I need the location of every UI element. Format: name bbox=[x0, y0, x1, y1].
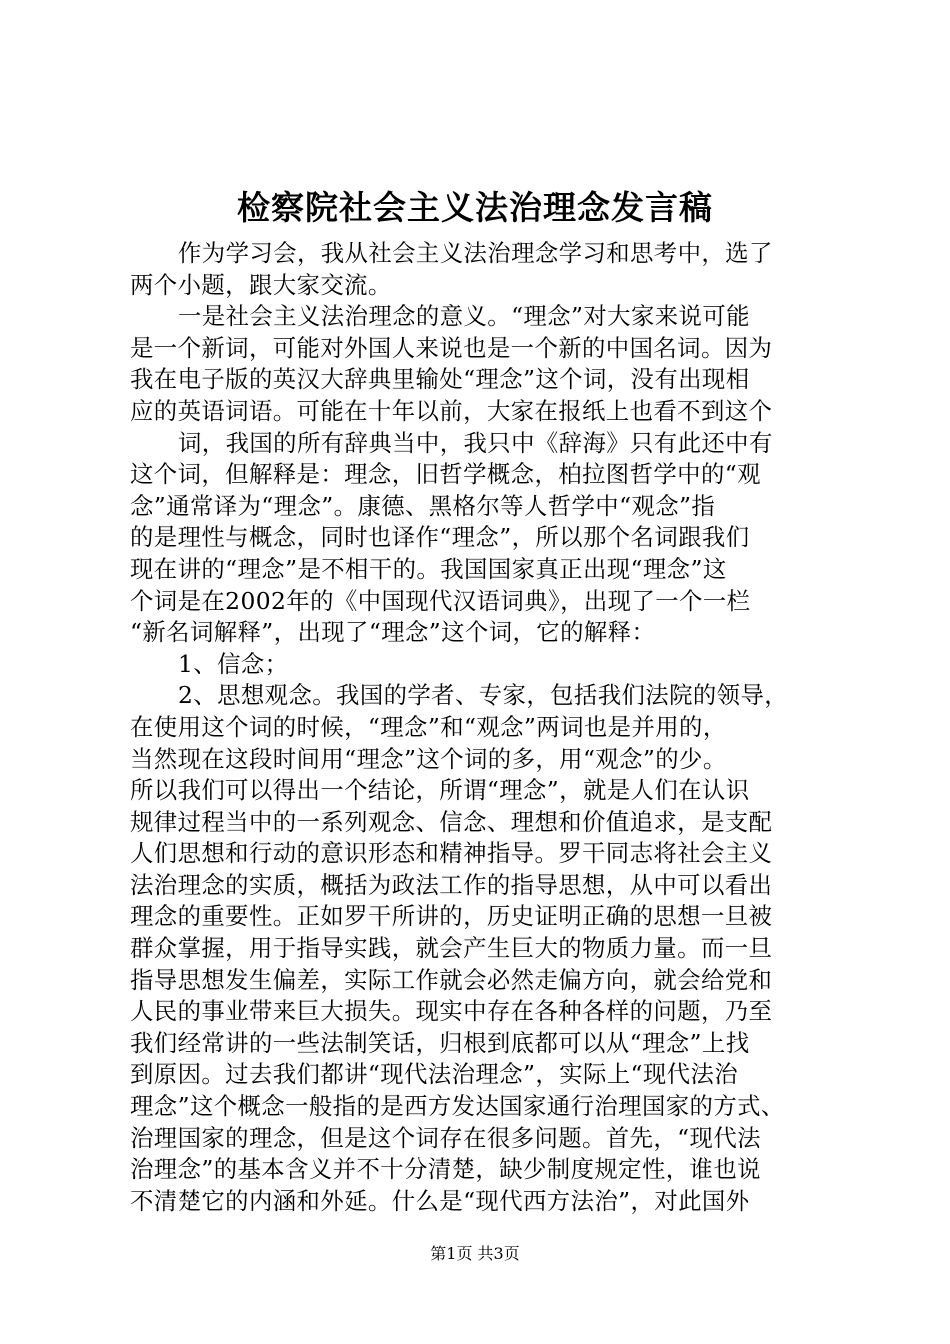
text-line: 是一个新词，可能对外国人来说也是一个新的中国名词。因为 bbox=[130, 333, 773, 362]
text-line: 不清楚它的内涵和外延。什么是“现代西方法治”，对此国外 bbox=[130, 1186, 750, 1215]
text-line: 人们思想和行动的意识形态和精神指导。罗干同志将社会主义 bbox=[130, 839, 773, 868]
text-line: 人民的事业带来巨大损失。现实中存在各种各样的问题，乃至 bbox=[130, 997, 773, 1026]
text-line: 规律过程当中的一系列观念、信念、理想和价值追求，是支配 bbox=[130, 807, 773, 836]
text-line: 到原因。过去我们都讲“现代法治理念”，实际上“现代法治 bbox=[130, 1060, 739, 1089]
text-line: 所以我们可以得出一个结论，所谓“理念”，就是人们在认识 bbox=[130, 776, 750, 805]
document-body bbox=[130, 238, 830, 1217]
text-line: 作为学习会，我从社会主义法治理念学习和思考中，选了 bbox=[178, 239, 773, 267]
text-line: 的是理性与概念，同时也译作“理念”，所以那个名词跟我们 bbox=[130, 523, 750, 552]
text-line: 现在讲的“理念”是不相干的。我国国家真正出现“理念”这 bbox=[130, 554, 727, 583]
text-line: 法治理念的实质，概括为政法工作的指导思想，从中可以看出 bbox=[130, 870, 773, 899]
text-line: 在使用这个词的时候，“理念”和“观念”两词也是并用的， bbox=[130, 712, 727, 741]
document-title: 检察院社会主义法治理念发言稿 bbox=[237, 188, 713, 227]
text-line: 我在电子版的英汉大辞典里输处“理念”这个词，没有出现相 bbox=[130, 365, 750, 394]
text-line: 群众掌握，用于指导实践，就会产生巨大的物质力量。而一旦 bbox=[130, 934, 773, 963]
text-line: 个词是在2002年的《中国现代汉语词典》，出现了一个一栏 bbox=[130, 586, 751, 615]
text-line: 当然现在这段时间用“理念”这个词的多，用“观念”的少。 bbox=[130, 744, 727, 773]
text-line: 一是社会主义法治理念的意义。“理念”对大家来说可能 bbox=[178, 302, 750, 331]
text-line: 理念”这个概念一般指的是西方发达国家通行治理国家的方式、 bbox=[130, 1092, 785, 1121]
text-line: 应的英语词语。可能在十年以前，大家在报纸上也看不到这个 bbox=[130, 396, 773, 425]
text-line: 1、信念； bbox=[178, 649, 289, 678]
text-line: 词，我国的所有辞典当中，我只中《辞海》只有此还中有 bbox=[178, 428, 773, 457]
text-line: 2、思想观念。我国的学者、专家，包括我们法院的领导， bbox=[178, 681, 789, 710]
text-line: 指导思想发生偏差，实际工作就会必然走偏方向，就会给党和 bbox=[130, 965, 773, 994]
text-line: “新名词解释”，出现了“理念”这个词，它的解释： bbox=[130, 618, 656, 647]
text-line: 两个小题，跟大家交流。 bbox=[130, 270, 392, 299]
text-line: 治理国家的理念，但是这个词存在很多问题。首先，“现代法 bbox=[130, 1123, 761, 1152]
text-line: 念”通常译为“理念”。康德、黑格尔等人哲学中“观念”指 bbox=[130, 491, 716, 520]
text-line: 理念的重要性。正如罗干所讲的，历史证明正确的思想一旦被 bbox=[130, 902, 773, 931]
page-footer: 第1页 共3页 bbox=[430, 1244, 520, 1263]
text-line: 我们经常讲的一些法制笑话，归根到底都可以从“理念”上找 bbox=[130, 1028, 750, 1057]
text-line: 这个词，但解释是：理念，旧哲学概念，柏拉图哲学中的“观 bbox=[130, 460, 761, 489]
text-line: 治理念”的基本含义并不十分清楚，缺少制度规定性，谁也说 bbox=[130, 1155, 761, 1184]
